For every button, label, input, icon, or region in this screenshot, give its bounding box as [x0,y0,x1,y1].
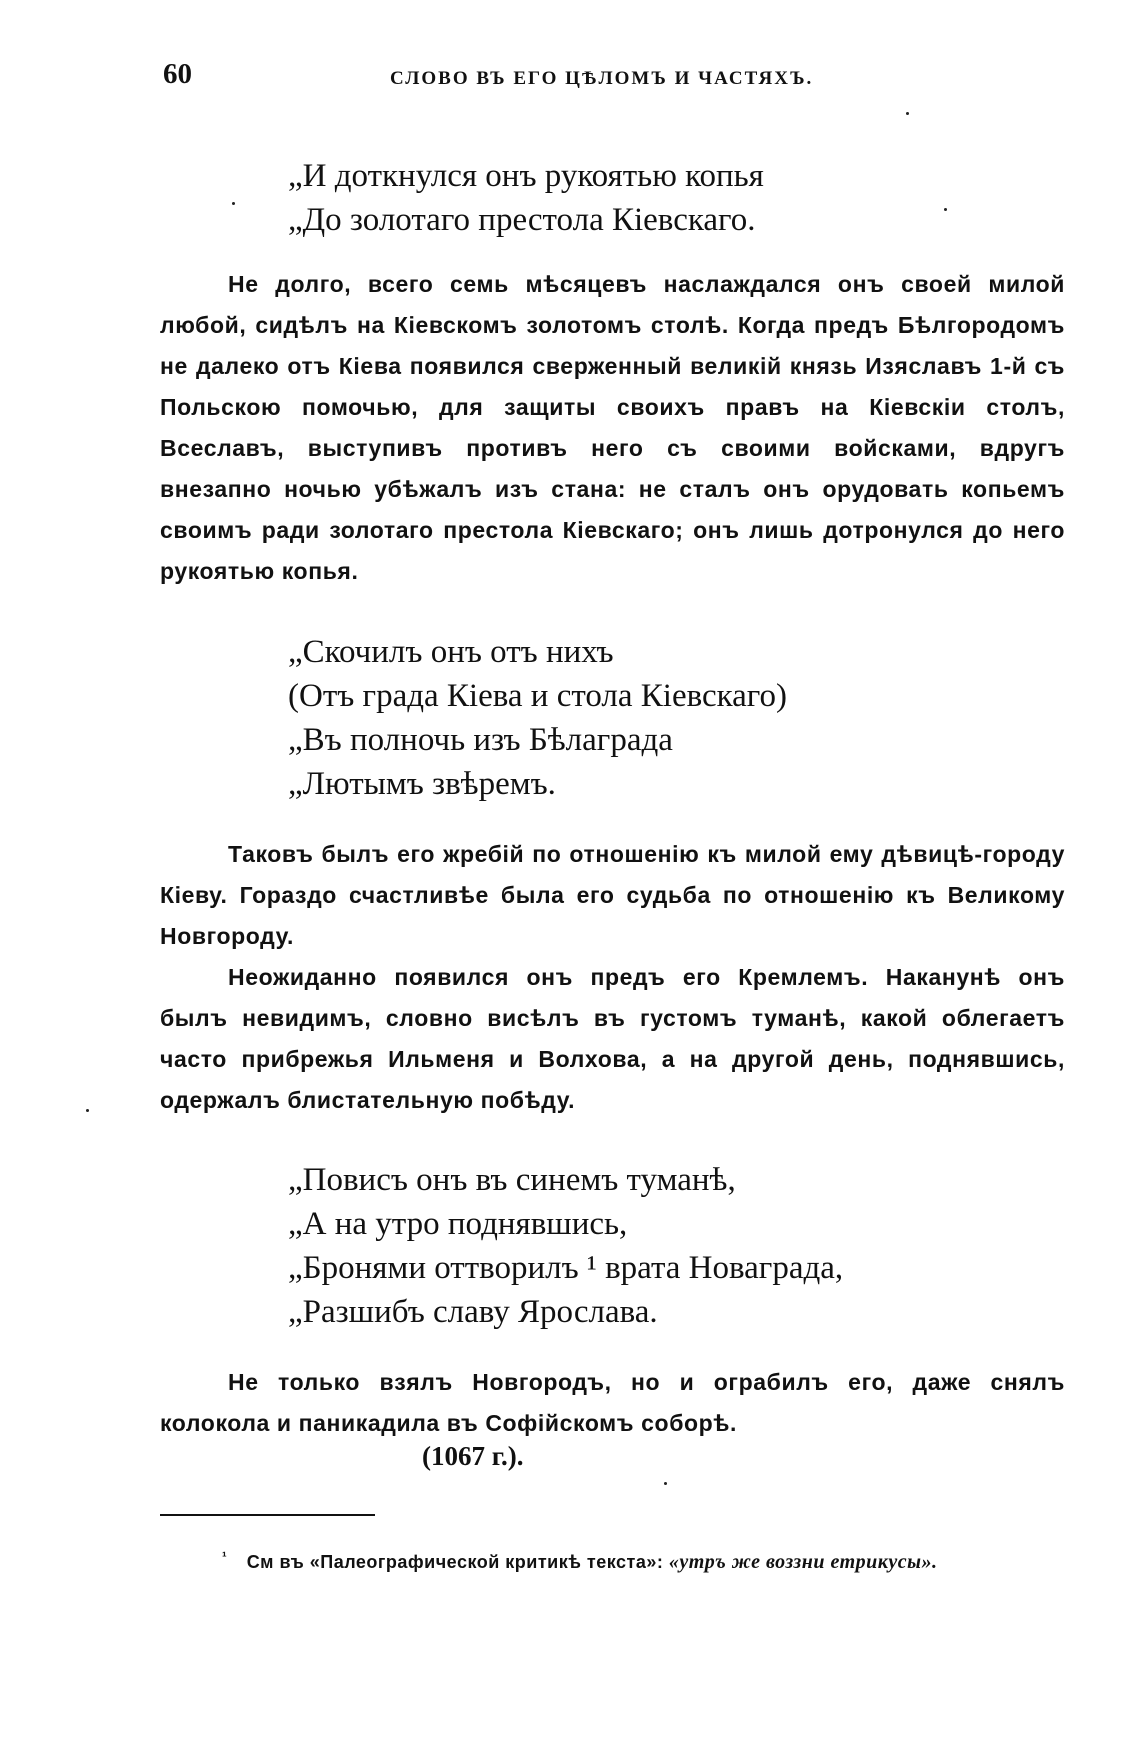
verse-block-2 [288,630,787,806]
verse-line: „Разшибъ славу Ярослава. [288,1294,658,1330]
page-number: 60 [163,58,192,90]
verse-line: „А на утро поднявшись, [288,1206,628,1242]
verse-line: „Бронями оттворилъ ¹ врата Новаграда, [288,1250,844,1286]
paragraph: Неожиданно появился онъ предъ его Кремлемъ. Наканунѣ онъ былъ невидимъ, словно висѣлъ въ густомъ туманѣ, какой облегаетъ часто прибрежья Ильменя и Волхова, а на другой день, поднявшись, одержалъ блистательную побѣду. [160,964,1065,1113]
paragraph-block-3 [160,1362,1065,1444]
verse-line: „Въ полночь изъ Бѣлаграда [288,722,673,758]
verse-line: „Лютымъ звѣремъ. [288,766,556,802]
paragraph: Не только взялъ Новгородъ, но и ограбилъ его, даже снялъ колокола и паникадила въ Софійскомъ соборѣ. [160,1369,1065,1436]
verse-line: „До золотаго престола Кіевскаго. [288,202,756,238]
verse-block-1 [288,154,764,242]
footnote-text: См въ «Палеографической критикѣ текста»: [246,1552,664,1572]
paragraph-block-1 [160,264,1065,592]
print-speck [232,202,235,205]
print-speck [944,208,947,211]
verse-block-3 [288,1158,843,1334]
verse-line: „Повисъ онъ въ синемъ туманѣ, [288,1162,736,1198]
footnote-quote: «утръ же воззни етрикусы». [668,1551,938,1573]
running-title: СЛОВО ВЪ ЕГО ЦѢЛОМЪ И ЧАСТЯХЪ. [390,68,814,89]
paragraph: Таковъ былъ его жребій по отношенію къ милой ему дѣвицѣ-городу Кіеву. Гораздо счастливѣе была его судьба по отношенію къ Великому Новгороду. [160,841,1065,949]
footnote [222,1548,938,1574]
verse-line: „И доткнулся онъ рукоятью копья [288,158,764,194]
date-line: (1067 г.). [422,1441,524,1471]
footnote-divider [160,1514,375,1516]
verse-line: (Отъ града Кіева и стола Кіевскаго) [288,678,788,714]
verse-line: „Скочилъ онъ отъ нихъ [288,634,614,670]
footnote-mark: ¹ [222,1548,228,1564]
print-speck [906,112,909,115]
paragraph-block-2 [160,834,1065,1121]
print-speck [86,1109,89,1112]
paragraph: Не долго, всего семь мѣсяцевъ наслаждался онъ своей милой любой, сидѣлъ на Кіевскомъ золотомъ столѣ. Когда предъ Бѣлгородомъ не далеко отъ Кіева появился сверженный великій князь Изяславъ 1-й съ Польскою помочью, для защиты своихъ правъ на Кіевскіи столъ, Всеславъ, выступивъ противъ него съ своими войсками, вдругъ внезапно ночью убѣжалъ изъ стана: не сталъ онъ орудовать копьемъ своимъ ради золотаго престола Кіевскаго; онъ лишь дотронулся до него рукоятью копья. [160,271,1065,584]
print-speck [664,1482,667,1485]
